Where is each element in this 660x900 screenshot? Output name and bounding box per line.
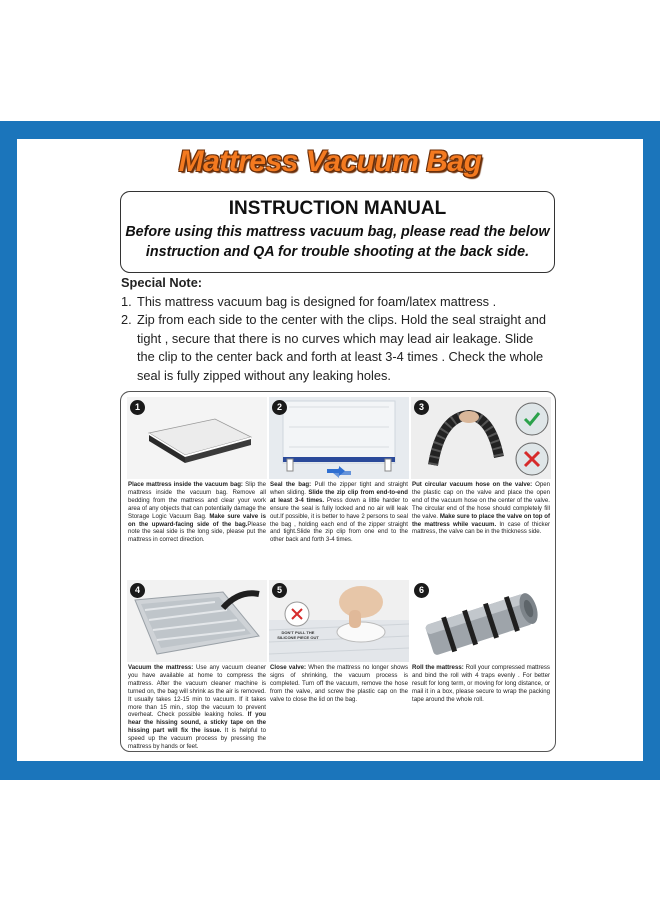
step-3-image [411,397,551,479]
step-title: Put circular vacuum hose on the valve: [412,481,533,488]
vacuum-hose-illustration [411,397,551,479]
special-note [121,274,551,385]
step-6-image [411,580,551,662]
step-title: Close valve: [270,664,307,671]
note-number: 2. [121,312,132,327]
step-body: Roll your compressed mattress and bind the roll with 4 traps evenly . For better result for long term, or moving for long distance, or mail it in a box, please secure to wrap the packing tape around the whole roll. [412,664,550,703]
step-emphasis: If you hear the hissing sound, a sticky tape on the hissing part will fix the issue. [128,711,267,735]
step-6-text [411,664,551,704]
step-body-2: It is helpful to speed up the vacuum process by pressing the mattress by hands or feet. [128,727,266,751]
step-emphasis: Make sure to place the valve on top of the mattress while vacuum. [412,512,550,528]
step-4-text [127,664,267,751]
rolled-mattress-illustration [411,580,551,662]
step-badge: 6 [414,583,429,598]
step-body-2: Please note the seal side is the long side, please put the mattress in correct direction. [128,520,266,544]
special-note-item [121,311,551,385]
vacuuming-illustration [127,580,267,662]
step-4 [127,580,267,751]
step-5-text [269,664,409,704]
step-4-image [127,580,267,662]
instruction-sheet [17,139,643,761]
step-body: When the mattress no longer shows signs of shrinking, the vacuum process is completed. Turn off the vacuum, remove the hose from the valve, and screw the plastic cap on the valve to close the lid on the bag. [270,664,408,703]
image-caption: DON'T PULL THE SILICONE PIECE OUT [277,630,319,640]
manual-intro [121,222,554,262]
step-2-image [269,397,409,479]
special-note-item [121,293,551,312]
product-title: Mattress Vacuum Bag [178,145,482,178]
step-badge: 2 [272,400,287,415]
step-2-text [269,481,409,544]
manual-intro-line-1: Before using this mattress vacuum bag, please read the below [125,224,550,240]
step-6 [411,580,551,704]
step-title: Roll the mattress: [412,664,464,671]
step-body: Use any vacuum cleaner you have available at home to compress the mattress. After the vacuum cleaner machine is turned on, the bag will shrink as the air is removed. It usually takes 12-15 min to vacuum. If it takes more than 15 min., stop the vacuum to prevent overheat. Check possible leaking holes. [128,664,266,719]
mattress-illustration [127,397,267,479]
step-emphasis: Slide the zip clip from end-to-end at least 3-4 times. [270,488,408,504]
note-text: Zip from each side to the center with the clips. Hold the seal straight and tight , secure that there is no curves which may lead air leakage. Slide the clip to the center back and forth at least 3-4 times . Check the whole seal is fully zipped without any leaking holes. [137,312,547,383]
step-3 [411,397,551,536]
step-1-image [127,397,267,479]
step-title: Seal the bag: [270,481,312,488]
steps-grid [120,391,556,752]
note-text: This mattress vacuum bag is designed for foam/latex mattress . [137,293,497,309]
step-5 [269,580,409,704]
step-body: Open the plastic cap on the valve and place the open end of the vacuum hose on the center of the valve. The circular end of the hose should completely fill the valve. [412,481,551,520]
step-emphasis: Make sure valve is on the upward-facing side of the bag. [128,512,267,528]
step-badge: 5 [272,583,287,598]
step-badge: 3 [414,400,429,415]
step-badge: 1 [130,400,145,415]
note-number: 1. [121,293,132,309]
step-1-text [127,481,267,544]
manual-header-box [120,191,555,273]
step-badge: 4 [130,583,145,598]
step-body-2: Press down a little harder to ensure the seal is fully locked and no air will leak out.If possible, it is better to have 2 persons to seal the bag , holding each end of the zipper straight and tight.Slide the zip clip from one end to the other back and forth 3-4 times. [270,496,408,544]
step-body: Pull the zipper tight and straight when sliding. [270,481,408,496]
step-body: Slip the mattress inside the vacuum bag. Remove all bedding from the mattress and clear your work area of any objects that can potentially damage the Storage Logic Vacuum Bag. [128,481,266,520]
step-title: Place mattress inside the vacuum bag: [128,481,243,488]
step-body-2: In case of thicker mattress, the valve can be in the thickness side. [412,520,550,536]
step-3-text [411,481,551,536]
step-title: Vacuum the mattress: [128,664,194,671]
step-5-image [269,580,409,662]
bag-zipper-illustration [269,397,409,479]
step-1 [127,397,267,544]
step-2 [269,397,409,544]
manual-intro-line-2: instruction and QA for trouble shooting at the back side. [145,244,530,260]
manual-heading: INSTRUCTION MANUAL [228,198,447,219]
close-valve-illustration [269,580,409,662]
special-note-title: Special Note: [121,275,203,290]
